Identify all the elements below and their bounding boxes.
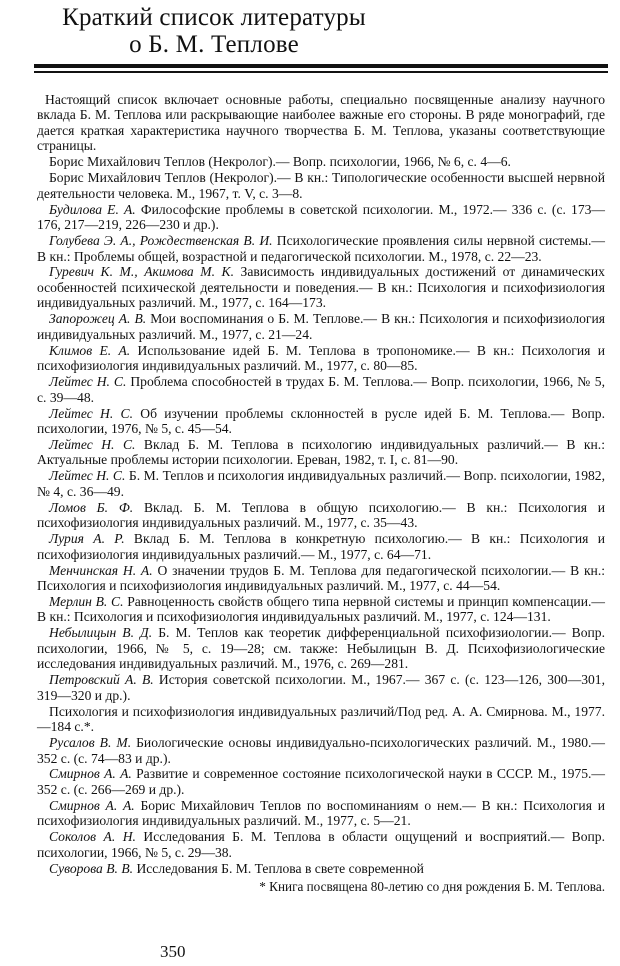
bibliography-entry xyxy=(37,468,605,499)
bibliography-entry xyxy=(37,735,605,766)
entry-text: Вклад. Б. М. Теплова в общую психологию.— В кн.: Психология и психофизиология индивидуальных различий. М., 1977, с. 35—43. xyxy=(37,499,606,531)
entry-text: Психологические проявления силы нервной системы.— В кн.: Проблемы общей, возрастной и педагогической психологии. М., 1978, с. 22—23. xyxy=(37,233,605,264)
entry-author: Суворова В. В. xyxy=(49,860,134,876)
entry-author: Соколов А. Н. xyxy=(49,829,136,845)
entry-author: Смирнов А. А. xyxy=(49,766,132,782)
entry-text: Борис Михайлович Теплов по воспоминаниям о нем.— В кн.: Психология и психофизиология индивидуальных различий. М., 1977, с. 5—21. xyxy=(37,797,605,829)
entry-author: Петровский А. В. xyxy=(49,672,154,688)
entry-text: Б. М. Теплов и психология индивидуальных различий.— Вопр. психологии, 1982, № 4, с. 36—49. xyxy=(37,468,605,499)
bibliography-list xyxy=(37,154,605,876)
entry-text: Равноценность свойств общего типа нервной системы и принцип компенсации.— В кн.: Психология и психофизиология индивидуальных различий. М., 1977, с. 124—131. xyxy=(37,594,605,625)
bibliography-entry xyxy=(37,170,605,201)
bibliography-entry xyxy=(37,437,605,468)
bibliography-entry xyxy=(37,563,605,594)
title-rule-thick xyxy=(34,64,608,68)
entry-author: Небылицын В. Д. xyxy=(49,625,153,641)
entry-text: Исследования Б. М. Теплова в свете современной xyxy=(136,860,424,876)
page-number: 350 xyxy=(160,942,186,961)
entry-author: Лейтес Н. С. xyxy=(49,374,127,390)
entry-author: Запорожец А. В. xyxy=(49,311,147,327)
bibliography-entry xyxy=(37,625,605,671)
bibliography-entry xyxy=(37,343,605,374)
entry-text: О значении трудов Б. М. Теплова для педагогической психологии.— В кн.: Психология и психофизиология индивидуальных различий. М., 1977, с. 44—54. xyxy=(37,562,605,594)
bibliography-entry xyxy=(37,861,605,876)
entry-author: Лейтес Н. С. xyxy=(49,436,136,452)
entry-text: Исследования Б. М. Теплова в области ощущений и восприятий.— Вопр. психологии, 1966, № 5, с. 29—38. xyxy=(37,829,605,860)
entry-author: Голубева Э. А., Рождественская В. И. xyxy=(49,233,273,249)
entry-text: Вклад Б. М. Теплова в психологию индивидуальных различий.— В кн.: Актуальные проблемы истории психологии. Ереван, 1982, т. I, с. 81—90. xyxy=(37,436,605,468)
entry-text: Психология и психофизиология индивидуальных различий/Под ред. А. А. Смирнова. М., 1977.—184 с.*. xyxy=(37,703,605,735)
entry-text: Б. М. Теплов как теоретик дифференциальной психофизиологии.— Вопр. психологии, 1966, № 5, с. 19—28; см. также: Небылицын В. Д. Психофизиологические исследования индивидуальных различий. М., 1976, с. 269—281. xyxy=(37,625,606,672)
bibliography-entry xyxy=(37,374,605,405)
entry-author: Мерлин В. С. xyxy=(49,594,124,609)
bibliography-entry xyxy=(37,311,605,342)
entry-text: Мои воспоминания о Б. М. Теплове.— В кн.: Психология и психофизиология индивидуальных различий. М., 1977, с. 21—24. xyxy=(37,311,605,342)
entry-author: Гуревич К. М., Акимова М. К. xyxy=(49,264,234,280)
page-title xyxy=(34,4,394,58)
title-line-2: о Б. М. Теплове xyxy=(129,31,299,58)
entry-author: Климов Е. А. xyxy=(49,342,131,358)
bibliography xyxy=(37,92,605,895)
entry-author: Лурия А. Р. xyxy=(49,531,125,547)
entry-text: Развитие и современное состояние психологической науки в СССР. М., 1975.—352 с. (с. 266—269 и др.). xyxy=(37,766,605,797)
entry-text: Философские проблемы в советской психологии. М., 1972.— 336 с. (с. 173—176, 217—219, 226—230 и др.). xyxy=(37,201,606,233)
title-line-1: Краткий список литературы xyxy=(62,4,366,31)
bibliography-entry xyxy=(37,154,605,169)
entry-author: Будилова Е. А. xyxy=(49,201,136,217)
entry-text: Борис Михайлович Теплов (Некролог).— Вопр. психологии, 1966, № 6, с. 4—6. xyxy=(49,154,511,170)
entry-text: История советской психологии. М., 1967.— 367 с. (с. 123—126, 300—301, 319—320 и др.). xyxy=(37,672,605,703)
entry-text: Зависимость индивидуальных достижений от динамических особенностей психической деятельности и поведения.— В кн.: Психология и психофизиология индивидуальных различий. М., 1977, с. 164—173. xyxy=(37,264,605,311)
entry-author: Лейтес Н. С. xyxy=(49,468,126,484)
bibliography-entry xyxy=(37,406,605,437)
bibliography-entry xyxy=(37,531,605,562)
entry-text: Борис Михайлович Теплов (Некролог).— В кн.: Типологические особенности высшей нервной деятельности человека. М., 1967, т. V, с. 3—8. xyxy=(37,170,605,201)
bibliography-entry xyxy=(37,829,605,860)
entry-text: Использование идей Б. М. Теплова в тропономике.— В кн.: Психология и психофизиология индивидуальных различий. М., 1977, с. 80—85. xyxy=(37,342,605,374)
footnote: * Книга посвящена 80-летию со дня рождения Б. М. Теплова. xyxy=(259,879,605,895)
bibliography-entry xyxy=(37,233,605,264)
entry-author: Русалов В. М. xyxy=(49,735,132,751)
entry-text: Вклад Б. М. Теплова в конкретную психологию.— В кн.: Психология и психофизиология индивидуальных различий.— М., 1977, с. 64—71. xyxy=(37,531,605,562)
bibliography-entry xyxy=(37,500,605,531)
entry-author: Ломов Б. Ф. xyxy=(49,499,134,515)
bibliography-entry xyxy=(37,766,605,797)
title-rule-thin xyxy=(34,71,608,73)
bibliography-entry xyxy=(37,704,605,735)
entry-text: Проблема способностей в трудах Б. М. Теплова.— Вопр. психологии, 1966, № 5, с. 39—48. xyxy=(37,374,605,405)
entry-author: Смирнов А. А. xyxy=(49,797,135,813)
entry-text: Биологические основы индивидуально-психологических различий. М., 1980.—352 с. (с. 74—83 и др.). xyxy=(37,735,605,766)
entry-author: Лейтес Н. С. xyxy=(49,405,133,421)
entry-text: Об изучении проблемы склонностей в русле идей Б. М. Теплова.— Вопр. психологии, 1976, № 5, с. 45—54. xyxy=(37,405,605,437)
bibliography-entry xyxy=(37,798,605,829)
bibliography-entry xyxy=(37,672,605,703)
bibliography-entry xyxy=(37,202,605,233)
bibliography-entry xyxy=(37,264,605,310)
intro-paragraph: Настоящий список включает основные работы, специально посвященные анализу научного вклада Б. М. Теплова или раскрывающие наиболее важные его стороны. В ряде монографий, где дается краткая характеристика научного творчества Б. М. Теплова, указаны соответствующие страницы. xyxy=(37,92,605,154)
bibliography-entry xyxy=(37,594,605,625)
entry-author: Менчинская Н. А. xyxy=(49,562,153,578)
